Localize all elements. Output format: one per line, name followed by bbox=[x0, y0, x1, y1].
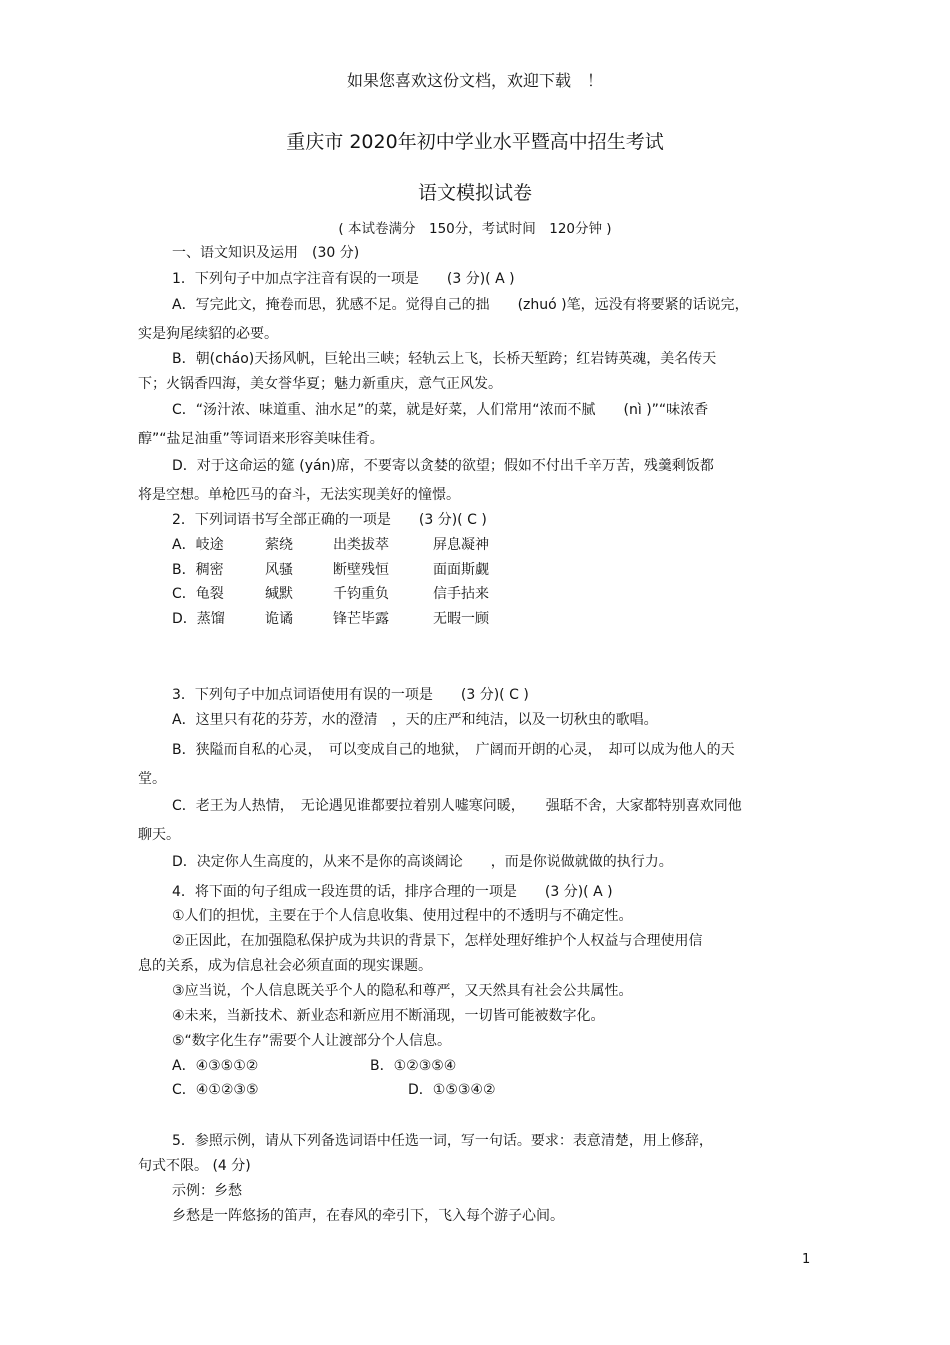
q3-option-a: A．这里只有花的芬芳，水的澄清 ，天的庄严和纯洁，以及一切秋虫的歌唱。 bbox=[172, 712, 658, 728]
q2-b-word3: 断壁残恒 bbox=[333, 562, 389, 578]
q2-d-word3: 锋芒毕露 bbox=[333, 611, 389, 627]
q2-d-word4: 无暇一顾 bbox=[433, 611, 489, 627]
q1-stem: 1．下列句子中加点字注音有误的一项是 (3 分)( A ) bbox=[172, 271, 515, 287]
q3-option-b: B．狭隘而自私的心灵， 可以变成自己的地狱， 广阔而开朗的心灵， 却可以成为他人的天 bbox=[172, 742, 735, 758]
q3-option-d: D．决定你人生高度的，从来不是你的高谈阔论 ，而是你说做就做的执行力。 bbox=[172, 854, 673, 870]
section-heading: 一、语文知识及运用 (30 分) bbox=[172, 245, 360, 261]
q4-sentence-2: ②正因此，在加强隐私保护成为共识的背景下，怎样处理好维护个人权益与合理使用信 bbox=[172, 933, 703, 949]
q2-c-word2: 缄默 bbox=[265, 586, 293, 602]
q5-example-sentence: 乡愁是一阵悠扬的笛声，在春风的牵引下，飞入每个游子心间。 bbox=[172, 1208, 564, 1224]
q1-option-a: A．写完此文，掩卷而思，犹感不足。觉得自己的拙 (zhuó )笔，远没有将要紧的话说完， bbox=[172, 297, 749, 313]
q4-sentence-3: ③应当说，个人信息既关乎个人的隐私和尊严，又天然具有社会公共属性。 bbox=[172, 983, 633, 999]
q5-stem-cont: 句式不限。 (4 分) bbox=[138, 1158, 251, 1174]
q4-sentence-2-cont: 息的关系，成为信息社会必须直面的现实课题。 bbox=[138, 958, 432, 974]
q2-c-word1: C．龟裂 bbox=[172, 586, 224, 602]
q2-d-word1: D．蒸馏 bbox=[172, 611, 225, 627]
q2-c-word3: 千钧重负 bbox=[333, 586, 389, 602]
q4-option-b: B．①②③⑤④ bbox=[370, 1058, 457, 1074]
page-number: 1 bbox=[802, 1252, 811, 1267]
q1-option-b: B．朝(cháo)天扬风帆，巨轮出三峡；轻轨云上飞，长桥天堑跨；红岩铸英魂，美名传天 bbox=[172, 351, 717, 367]
q2-b-word2: 风骚 bbox=[265, 562, 293, 578]
q4-option-d: D．①⑤③④② bbox=[408, 1082, 496, 1098]
q3-option-c: C．老王为人热情， 无论遇见谁都要拉着别人嘘寒问暖， 强聒不舍，大家都特别喜欢同他 bbox=[172, 798, 742, 814]
q4-stem: 4．将下面的句子组成一段连贯的话，排序合理的一项是 (3 分)( A ) bbox=[172, 884, 613, 900]
q2-a-word4: 屏息凝神 bbox=[433, 537, 489, 553]
q1-option-d-cont: 将是空想。单枪匹马的奋斗，无法实现美好的憧憬。 bbox=[138, 487, 460, 503]
q2-stem: 2．下列词语书写全部正确的一项是 (3 分)( C ) bbox=[172, 512, 487, 528]
q4-sentence-5: ⑤“数字化生存”需要个人让渡部分个人信息。 bbox=[172, 1033, 452, 1049]
q2-a-word1: A．岐途 bbox=[172, 537, 224, 553]
q4-sentence-1: ①人们的担忧，主要在于个人信息收集、使用过程中的不透明与不确定性。 bbox=[172, 908, 633, 924]
q3-option-c-cont: 聊天。 bbox=[138, 827, 180, 843]
q4-option-a: A．④③⑤①② bbox=[172, 1058, 259, 1074]
q2-c-word4: 信手拈来 bbox=[433, 586, 489, 602]
q1-option-a-cont: 实是狗尾续貂的必要。 bbox=[138, 326, 278, 342]
q4-option-c: C．④①②③⑤ bbox=[172, 1082, 259, 1098]
exam-subtitle: 语文模拟试卷 bbox=[417, 182, 532, 204]
q2-a-word2: 萦绕 bbox=[265, 537, 293, 553]
q2-a-word3: 出类拔萃 bbox=[333, 537, 389, 553]
q2-b-word4: 面面斯觑 bbox=[433, 562, 489, 578]
q2-b-word1: B．稠密 bbox=[172, 562, 224, 578]
q1-option-b-cont: 下；火锅香四海，美女誉华夏；魅力新重庆，意气正风发。 bbox=[138, 376, 502, 392]
exam-title: 重庆市 2020年初中学业水平暨高中招生考试 bbox=[286, 131, 664, 153]
download-note: 如果您喜欢这份文档，欢迎下载 ！ bbox=[346, 71, 603, 90]
q4-sentence-4: ④未来，当新技术、新业态和新应用不断涌现，一切皆可能被数字化。 bbox=[172, 1008, 605, 1024]
q3-stem: 3．下列句子中加点词语使用有误的一项是 (3 分)( C ) bbox=[172, 687, 529, 703]
q5-example-label: 示例：乡愁 bbox=[172, 1183, 242, 1199]
q2-d-word2: 诡谲 bbox=[265, 611, 293, 627]
q1-option-c-cont: 醇”“盐足油重”等词语来形容美味佳肴。 bbox=[138, 431, 384, 447]
q1-option-c: C．“汤汁浓、味道重、油水足”的菜，就是好菜，人们常用“浓而不腻 (nì )”“味浓香 bbox=[172, 402, 709, 418]
exam-info: ( 本试卷满分 150分，考试时间 120分钟 ) bbox=[338, 221, 612, 237]
q5-stem: 5．参照示例，请从下列备选词语中任选一词，写一句话。要求：表意清楚，用上修辞， bbox=[172, 1133, 713, 1149]
q3-option-b-cont: 堂。 bbox=[138, 771, 166, 787]
q1-option-d: D．对于这命运的筵 (yán)席，不要寄以贪婪的欲望；假如不付出千辛万苦，残羹剩饭都 bbox=[172, 458, 714, 474]
